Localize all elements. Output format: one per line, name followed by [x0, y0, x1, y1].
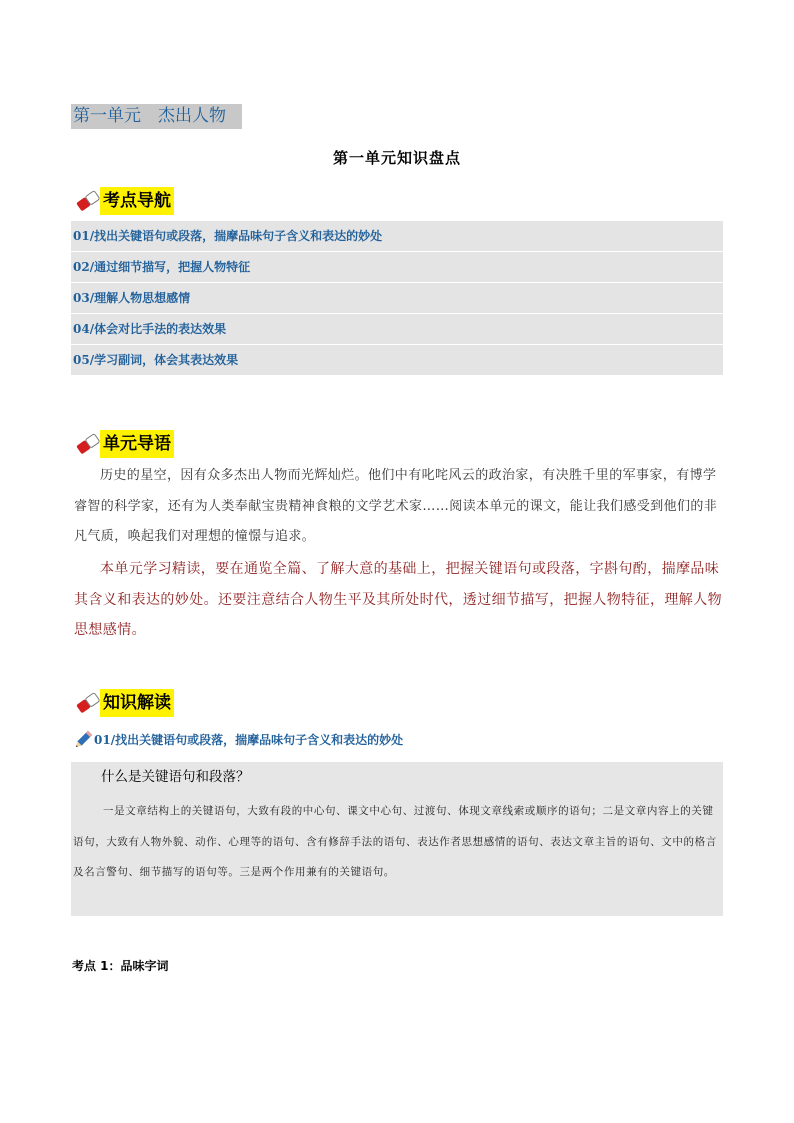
nav-item: 03/理解人物思想感情 [71, 283, 723, 313]
eraser-icon [74, 691, 102, 715]
nav-item: 01/找出关键语句或段落，揣摩品味句子含义和表达的妙处 [71, 221, 723, 251]
pencil-icon [72, 729, 94, 751]
section-nav-label: 考点导航 [100, 187, 174, 215]
eraser-icon [74, 189, 102, 213]
point-heading [72, 728, 403, 752]
kaodian-label: 考点 1：品味字词 [72, 959, 169, 973]
knowledge-question: 什么是关键语句和段落？ [101, 769, 250, 785]
nav-item: 04/体会对比手法的表达效果 [71, 314, 723, 344]
page-title: 第一单元知识盘点 [332, 149, 461, 167]
section-knowledge-label: 知识解读 [100, 689, 174, 717]
knowledge-box [71, 762, 723, 916]
unit-tag: 第一单元 杰出人物 [71, 104, 242, 129]
intro-study-paragraph: 本单元学习精读，要在通览全篇、了解大意的基础上，把握关键语句或段落，字斟句酌，揣摩品味其含义和表达的妙处。还要注意结合人物生平及其所处时代，透过细节描写，把握人物特征，理解人物思想感情。 [74, 561, 722, 638]
point-label: 01/找出关键语句或段落，揣摩品味句子含义和表达的妙处 [94, 733, 404, 747]
intro-paragraph: 历史的星空，因有众多杰出人物而光辉灿烂。他们中有叱咤风云的政治家，有决胜千里的军事家，有博学睿智的科学家，还有为人类奉献宝贵精神食粮的文学艺术家……阅读本单元的课文，能让我们感受到他们的非凡气质，唤起我们对理想的憧憬与追求。 [74, 468, 718, 544]
nav-item: 02/通过细节描写，把握人物特征 [71, 252, 723, 282]
section-intro-label: 单元导语 [100, 430, 174, 458]
nav-list [71, 221, 723, 376]
nav-item: 05/学习副词，体会其表达效果 [71, 345, 723, 375]
knowledge-answer: 一是文章结构上的关键语句，大致有段的中心句、课文中心句、过渡句、体现文章线索或顺序的语句；二是文章内容上的关键语句，大致有人物外貌、动作、心理等的语句、含有修辞手法的语句、表达作者思想感情的语句、表达文章主旨的语句、文中的格言及名言警句、细节描写的语句等。三是两个作用兼有的关键语句。 [73, 805, 717, 878]
eraser-icon [74, 432, 102, 456]
